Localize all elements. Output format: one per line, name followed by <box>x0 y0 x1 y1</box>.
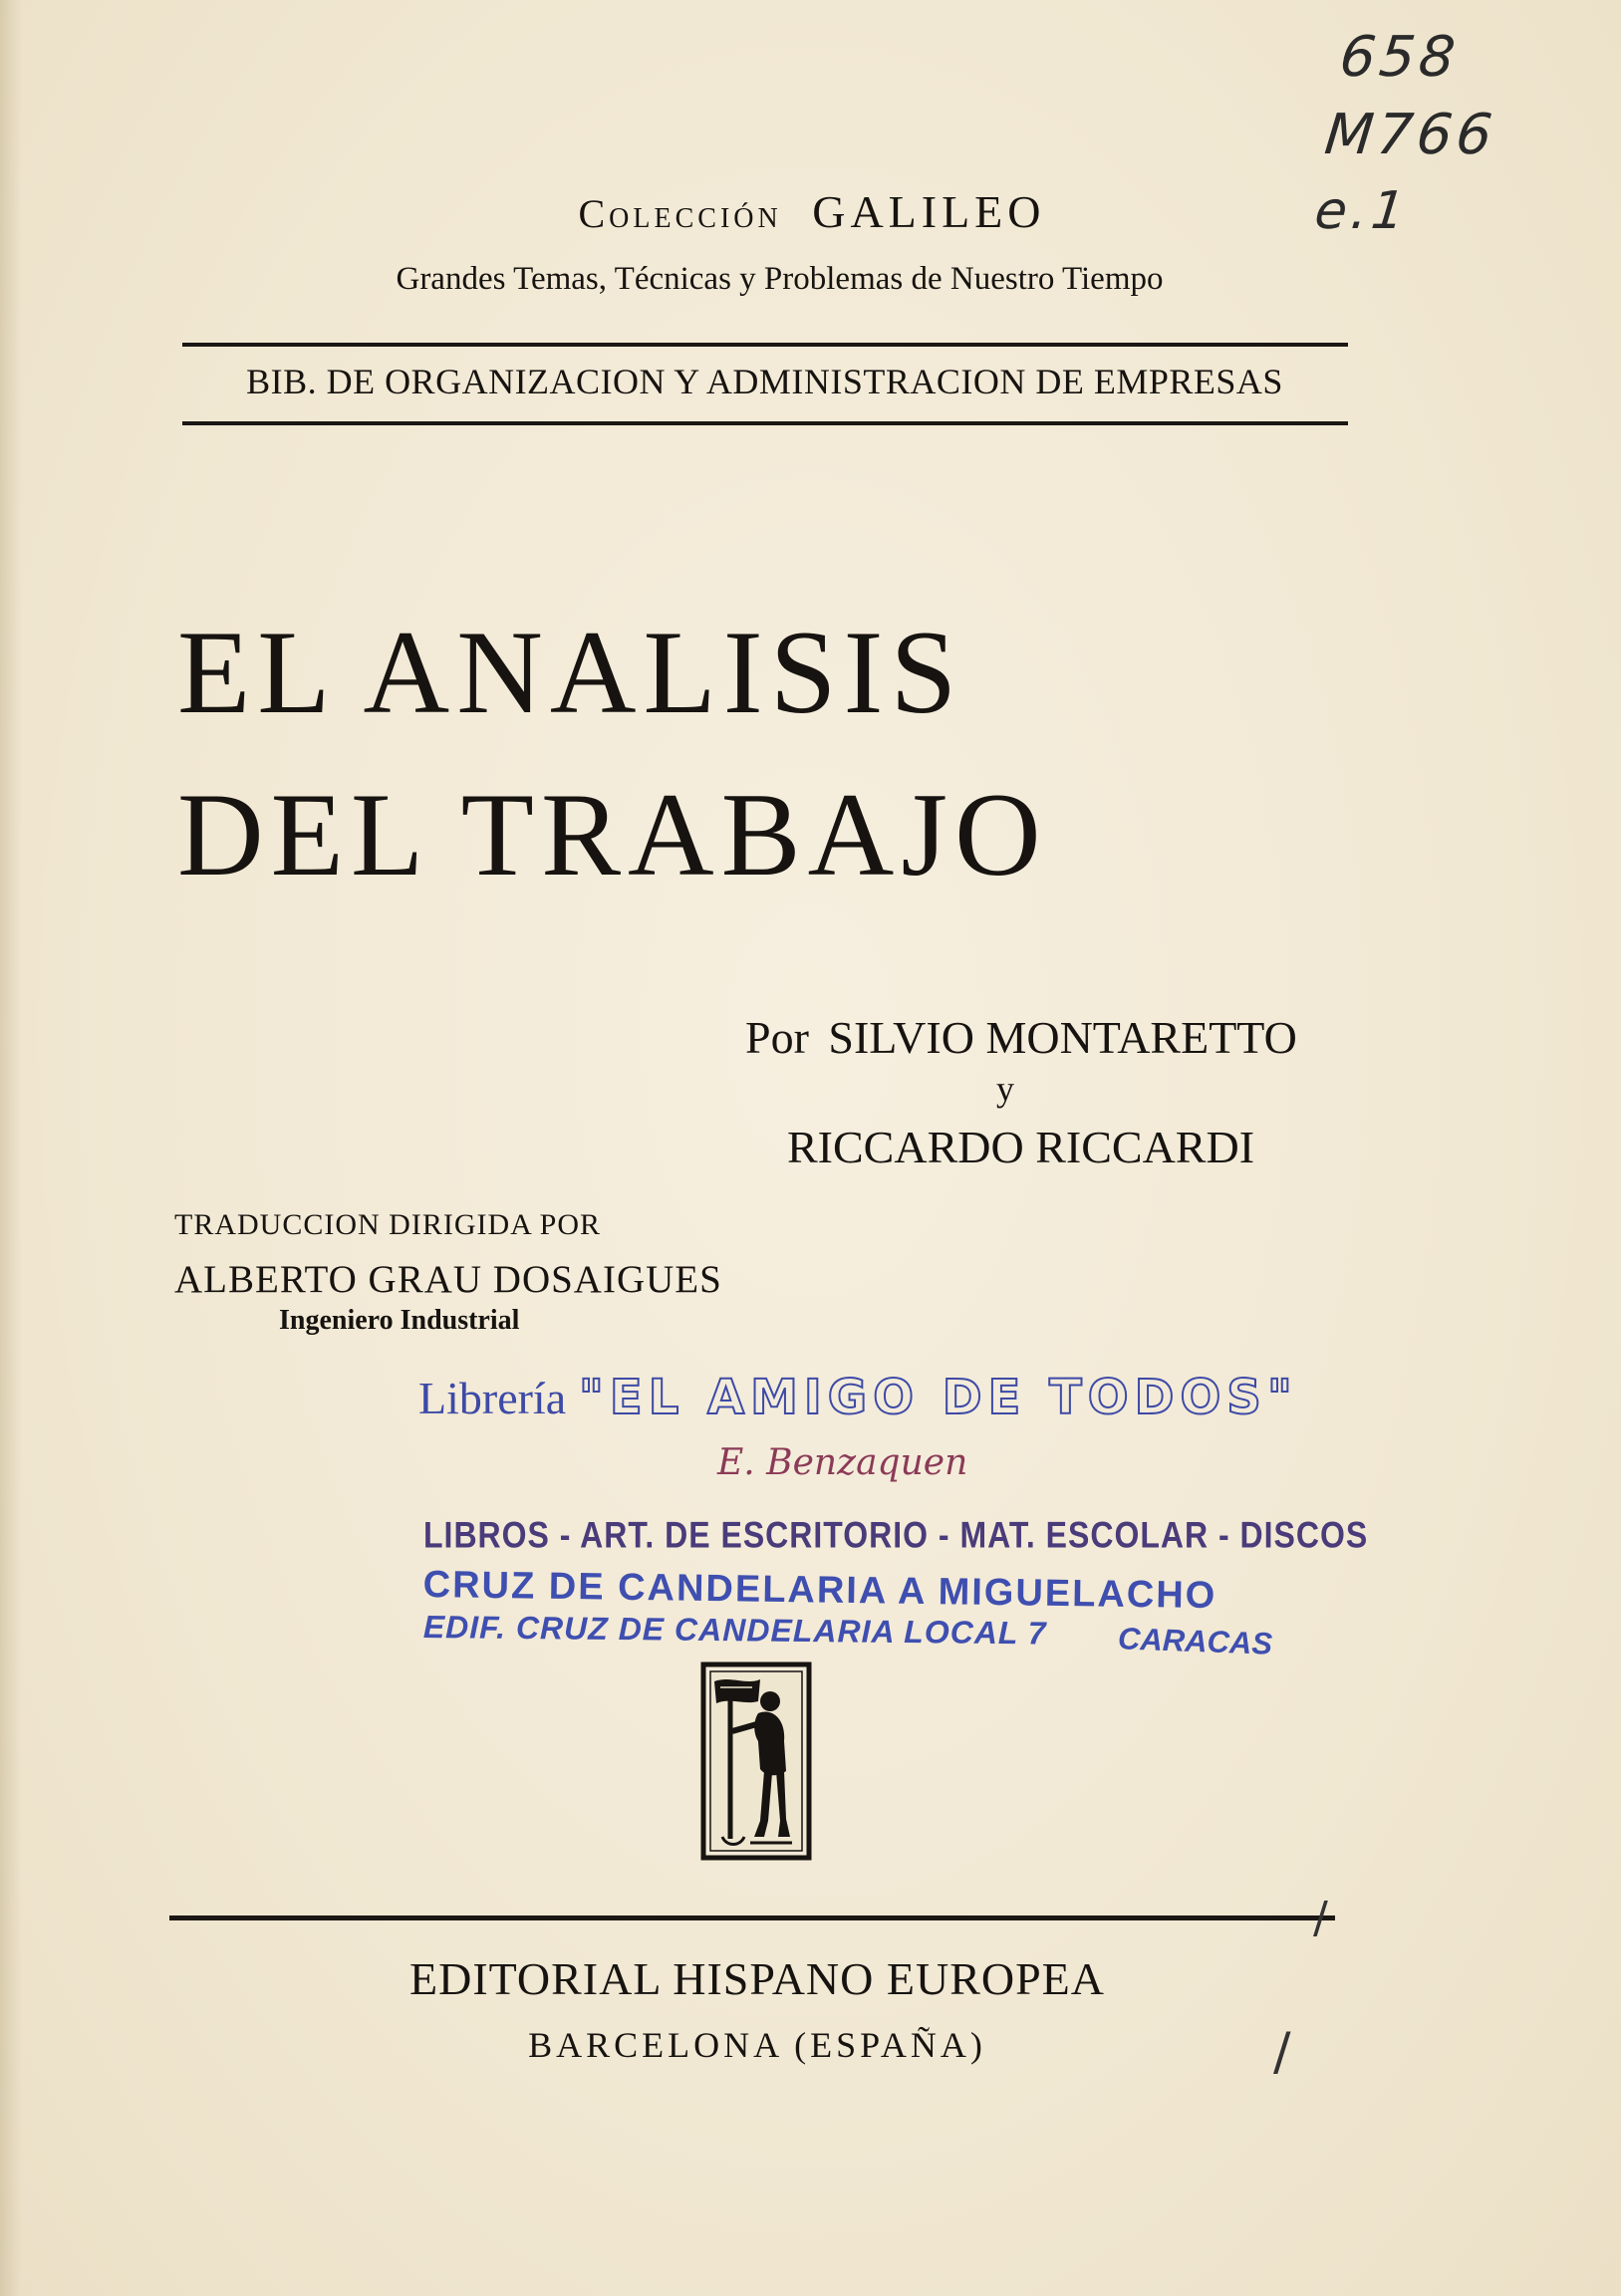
stamp-address-line: CRUZ DE CANDELARIA A MIGUELACHO <box>422 1564 1217 1618</box>
translator-name: ALBERTO GRAU DOSAIGUES <box>174 1258 722 1301</box>
call-number-line1: 658 <box>1336 25 1463 90</box>
book-title-line2: DEL TRABAJO <box>177 768 1048 900</box>
book-title-line1: EL ANALISIS <box>177 606 964 738</box>
collection-title <box>399 185 1225 238</box>
author-prefix: Por <box>745 1012 809 1063</box>
author-2: RICCARDO RICCARDI <box>787 1122 1255 1172</box>
publisher-name: EDITORIAL HISPANO EUROPEA <box>409 1953 1105 2004</box>
top-rule <box>182 343 1348 347</box>
stamp-shop-name: "EL AMIGO DE TODOS" <box>578 1370 1298 1425</box>
pencil-mark: / <box>1273 2022 1291 2082</box>
author-1: SILVIO MONTARETTO <box>828 1012 1297 1063</box>
translator-role: Ingeniero Industrial <box>279 1305 520 1336</box>
author-conjunction: y <box>996 1069 1014 1109</box>
stamp-goods-line: LIBROS - ART. DE ESCRITORIO - MAT. ESCOLAR - DISCOS <box>423 1514 1369 1556</box>
collection-subtitle: Grandes Temas, Técnicas y Problemas de Nuestro Tiempo <box>396 261 1164 297</box>
bottom-rule <box>169 1915 1335 1920</box>
publisher-place: BARCELONA (ESPAÑA) <box>528 2025 986 2065</box>
translation-heading: TRADUCCION DIRIGIDA POR <box>174 1208 602 1241</box>
collection-name: GALILEO <box>812 186 1046 237</box>
library-series: BIB. DE ORGANIZACION Y ADMINISTRACION DE EMPRESAS <box>246 362 1283 401</box>
publisher-device-figure-icon <box>700 1661 812 1861</box>
stamp-signature: E. Benzaquen <box>717 1442 968 1483</box>
collection-prefix: Colección <box>578 191 782 236</box>
stamp-shop-label: Librería <box>418 1373 567 1423</box>
pencil-tick-mark: / <box>1313 1893 1328 1943</box>
call-number-line3: e.1 <box>1311 181 1412 241</box>
call-number-line2: M766 <box>1321 103 1499 167</box>
stamp-building-line: EDIF. CRUZ DE CANDELARIA LOCAL 7 <box>422 1609 1047 1652</box>
stamp-city: CARACAS <box>1117 1621 1273 1661</box>
second-rule <box>182 421 1348 425</box>
stamp-shop <box>418 1370 1298 1425</box>
authors-line1 <box>745 1011 1297 1064</box>
